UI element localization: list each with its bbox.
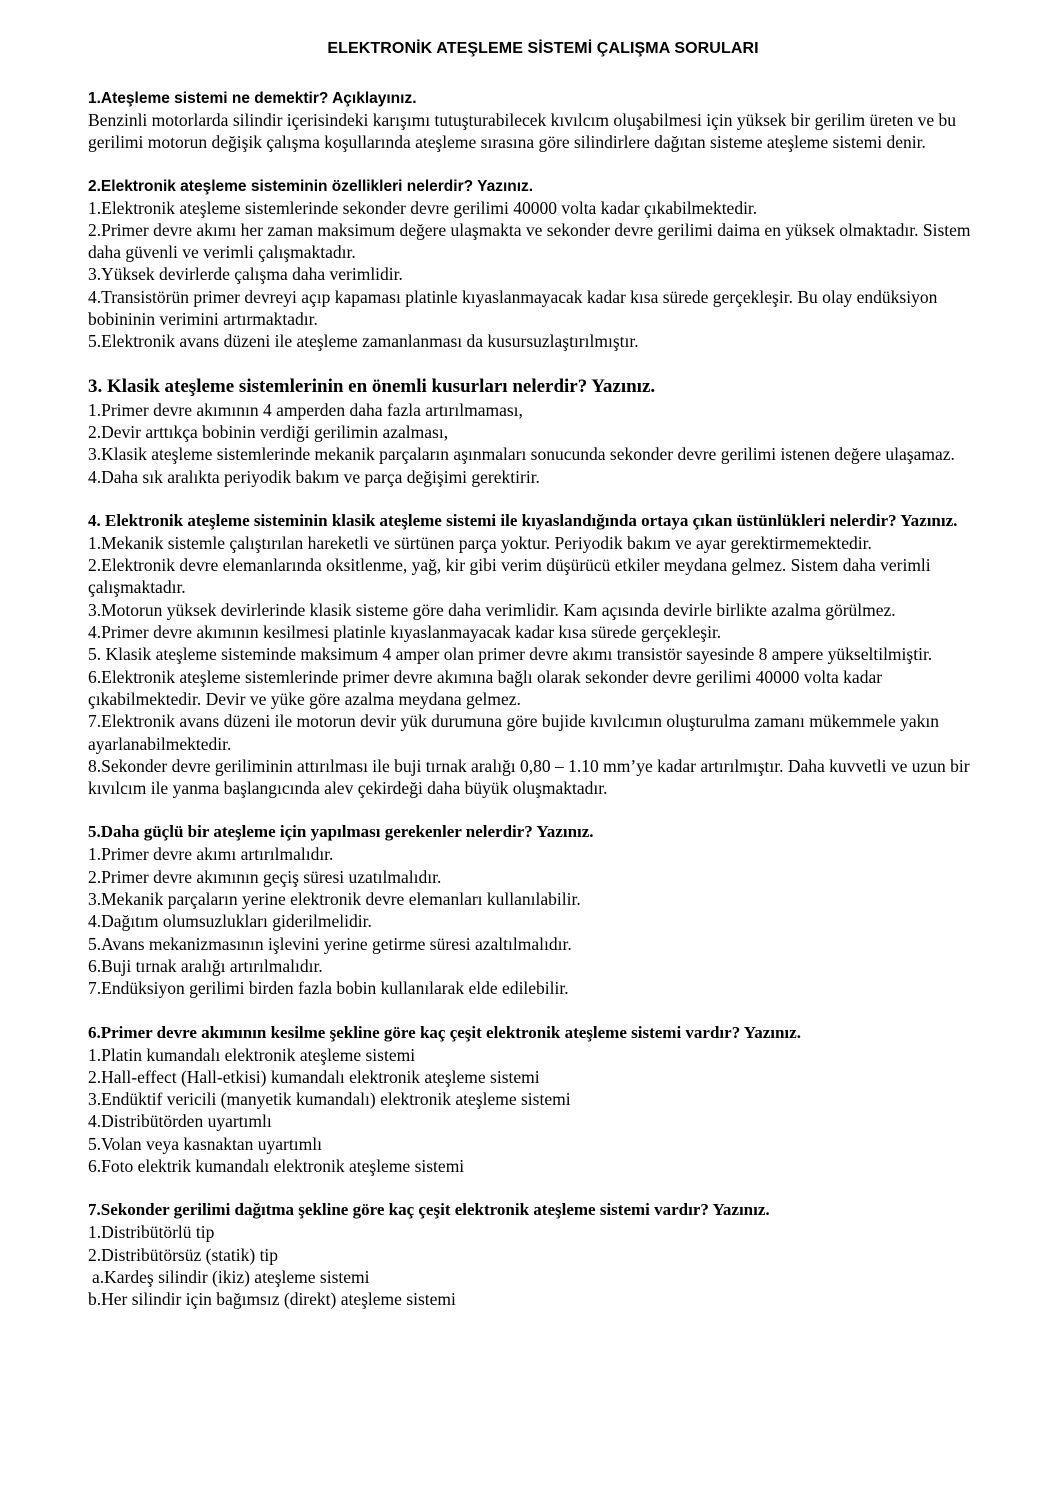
- answer-item: 1.Distribütörlü tip: [88, 1222, 215, 1243]
- question-section-4: [88, 510, 998, 800]
- question-heading: 3. Klasik ateşleme sistemlerinin en önemli kusurları nelerdir? Yazınız.: [88, 375, 656, 397]
- question-section-1: [88, 88, 998, 154]
- answer-item: 1.Mekanik sistemle çalıştırılan hareketli ve sürtünen parça yoktur. Periyodik bakım ve ayar gerektirmemektedir.: [88, 532, 872, 553]
- answer-item: 3.Klasik ateşleme sistemlerinde mekanik parçaların aşınmaları sonucunda sekonder devre gerilimi istenen değere ulaşamaz.: [88, 444, 955, 465]
- answer-item: 2.Primer devre akımının geçiş süresi uzatılmalıdır.: [88, 866, 442, 887]
- answer-subitem: b.Her silindir için bağımsız (direkt) ateşleme sistemi: [88, 1289, 456, 1310]
- answer-item: 2.Distribütörsüz (statik) tip: [88, 1244, 279, 1265]
- answer-subitem: a.Kardeş silindir (ikiz) ateşleme sistemi: [92, 1266, 370, 1287]
- answer-item: 3.Mekanik parçaların yerine elektronik devre elemanları kullanılabilir.: [88, 889, 581, 910]
- answer-item: 6.Foto elektrik kumandalı elektronik ateşleme sistemi: [88, 1155, 465, 1176]
- answer-item: 7.Elektronik avans düzeni ile motorun devir yük durumuna göre bujide kıvılcımın oluşturulma zamanı mükemmele yakın ayarlanabilmektedir.: [88, 711, 939, 754]
- question-heading: 2.Elektronik ateşleme sisteminin özellikleri nelerdir? Yazınız.: [88, 177, 534, 195]
- question-section-7: [88, 1199, 998, 1310]
- answer-item: 4.Distribütörden uyartımlı: [88, 1111, 272, 1132]
- question-heading: 7.Sekonder gerilimi dağıtma şekline göre kaç çeşit elektronik ateşleme sistemi vardır? Yazınız.: [88, 1200, 770, 1220]
- document-title: ELEKTRONİK ATEŞLEME SİSTEMİ ÇALIŞMA SORULARI: [327, 40, 759, 57]
- answer-item: 1.Primer devre akımı artırılmalıdır.: [88, 844, 334, 865]
- question-heading: 5.Daha güçlü bir ateşleme için yapılması gerekenler nelerdir? Yazınız.: [88, 822, 594, 842]
- answer-item: 1.Elektronik ateşleme sistemlerinde sekonder devre gerilimi 40000 volta kadar çıkabilmektedir.: [88, 197, 758, 218]
- answer-item: 8.Sekonder devre geriliminin attırılması ile buji tırnak aralığı 0,80 – 1.10 mm’ye kadar artırılmıştır. Daha kuvvetli ve uzun bir kıvılcım ile yanma başlangıcında alev çekirdeği daha büyük oluşmaktadır.: [88, 755, 970, 799]
- question-section-5: [88, 821, 998, 999]
- answer-item: 4.Transistörün primer devreyi açıp kapaması platinle kıyaslanmayacak kadar kısa sürede gerçekleşir. Bu olay endüksiyon bobininin verimini artırmaktadır.: [88, 286, 938, 330]
- answer-item: 5.Elektronik avans düzeni ile ateşleme zamanlanması da kusursuzlaştırılmıştır.: [88, 331, 639, 352]
- answer-item: 3.Motorun yüksek devirlerinde klasik sisteme göre daha verimlidir. Kam açısında devirle birlikte azalma görülmez.: [88, 599, 896, 620]
- answer-item: 7.Endüksiyon gerilimi birden fazla bobin kullanılarak elde edilebilir.: [88, 978, 569, 999]
- question-section-3: [88, 375, 998, 488]
- question-heading: 4. Elektronik ateşleme sisteminin klasik ateşleme sistemi ile kıyaslandığında ortaya çıkan üstünlükleri nelerdir? Yazınız.: [88, 510, 958, 530]
- answer-item: 2.Primer devre akımı her zaman maksimum değere ulaşmakta ve sekonder devre gerilimi daima en yüksek olmaktadır. Sistem daha güvenli ve verimli çalışmaktadır.: [88, 219, 971, 263]
- answer-item: 1.Primer devre akımının 4 amperden daha fazla artırılmaması,: [88, 399, 523, 420]
- answer-item: 4.Primer devre akımının kesilmesi platinle kıyaslanmayacak kadar kısa sürede gerçekleşir.: [88, 622, 722, 643]
- answer-item: 2.Hall-effect (Hall-etkisi) kumandalı elektronik ateşleme sistemi: [88, 1066, 540, 1087]
- question-section-2: [88, 176, 998, 353]
- answer-item: 6.Elektronik ateşleme sistemlerinde primer devre akımına bağlı olarak sekonder devre gerilimi 40000 volta kadar çıkabilmektedir. Devir ve yüke göre azalma meydana gelmez.: [88, 666, 883, 709]
- document-page: [88, 40, 998, 1332]
- answer-item: 3.Yüksek devirlerde çalışma daha verimlidir.: [88, 264, 403, 285]
- answer-item: 5.Avans mekanizmasının işlevini yerine getirme süresi azaltılmalıdır.: [88, 933, 572, 954]
- answer-item: 6.Buji tırnak aralığı artırılmalıdır.: [88, 955, 323, 976]
- answer-item: 2.Devir arttıkça bobinin verdiği gerilimin azalması,: [88, 421, 449, 442]
- question-heading: 6.Primer devre akımının kesilme şekline göre kaç çeşit elektronik ateşleme sistemi vardır? Yazınız.: [88, 1022, 801, 1042]
- answer-item: 4.Dağıtım olumsuzlukları giderilmelidir.: [88, 911, 372, 932]
- answer-item: 3.Endüktif vericili (manyetik kumandalı) elektronik ateşleme sistemi: [88, 1089, 571, 1110]
- answer-item: 5.Volan veya kasnaktan uyartımlı: [88, 1133, 322, 1154]
- answer-paragraph: Benzinli motorlarda silindir içerisindeki karışımı tutuşturabilecek kıvılcım oluşabilmesi için yüksek bir gerilim üreten ve bu gerilimi motorun değişik çalışma koşullarında ateşleme sırasına göre silindirlere dağıtan sisteme ateşleme sistemi denir.: [88, 110, 957, 153]
- question-heading: 1.Ateşleme sistemi ne demektir? Açıklayınız.: [88, 90, 417, 107]
- question-section-6: [88, 1022, 998, 1178]
- answer-item: 5. Klasik ateşleme sisteminde maksimum 4 amper olan primer devre akımı transistör sayesinde 8 ampere yükseltilmiştir.: [88, 644, 933, 665]
- answer-item: 1.Platin kumandalı elektronik ateşleme sistemi: [88, 1044, 416, 1065]
- answer-item: 2.Elektronik devre elemanlarında oksitlenme, yağ, kir gibi verim düşürücü etkiler meydana gelmez. Sistem daha verimli çalışmaktadır.: [88, 555, 931, 598]
- answer-item: 4.Daha sık aralıkta periyodik bakım ve parça değişimi gerektirir.: [88, 466, 540, 487]
